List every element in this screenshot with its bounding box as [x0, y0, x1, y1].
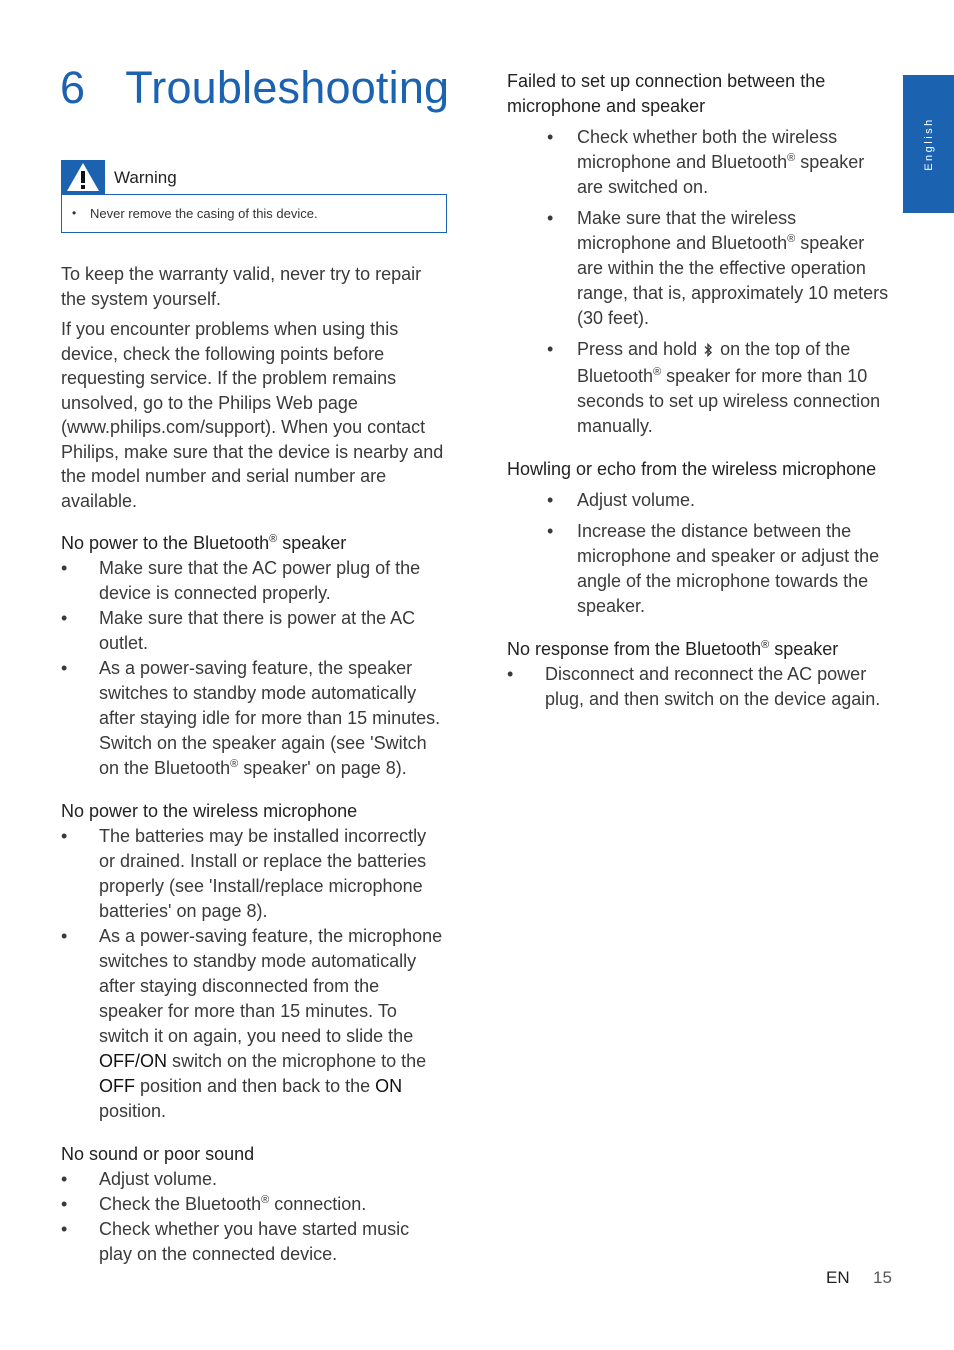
- language-tab-label: English: [922, 117, 935, 171]
- warning-label: Warning: [114, 168, 177, 187]
- section-heading-no-response: No response from the Bluetooth® speaker: [507, 639, 839, 659]
- section-heading-no-sound: No sound or poor sound: [61, 1144, 255, 1164]
- left-column: [61, 262, 447, 1267]
- list-item: • Make sure that there is power at the AC outlet.: [61, 606, 447, 656]
- chapter-number: 6: [60, 62, 86, 113]
- list-item: • Increase the distance between the microphone and speaker or adjust the angle of the microphone towards the speaker.: [507, 519, 892, 619]
- list-item: • Make sure that the wireless microphone and Bluetooth® speaker are within the the effective operation range, that is, approximately 10 meters (30 feet).: [507, 206, 892, 331]
- section-heading-howling: Howling or echo from the wireless microphone: [507, 459, 877, 479]
- no-sound-list: [61, 1167, 447, 1267]
- list-item: • The batteries may be installed incorrectly or drained. Install or replace the batteries properly (see 'Install/replace microphone batteries' on page 8).: [61, 824, 447, 924]
- list-item: • As a power-saving feature, the microphone switches to standby mode automatically after staying disconnected from the speaker for more than 15 minutes. To switch it on again, you need to slide the OFF/ON switch on the microphone to the OFF position and then back to the ON position.: [61, 924, 447, 1124]
- list-item: • Adjust volume.: [507, 488, 892, 513]
- list-item: • As a power-saving feature, the speaker switches to standby mode automatically after staying idle for more than 15 minutes. Switch on the speaker again (see 'Switch on the Bluetooth® speaker' on page 8).: [61, 656, 447, 781]
- list-item: • Disconnect and reconnect the AC power plug, and then switch on the device again.: [507, 662, 892, 712]
- list-item: • Adjust volume.: [61, 1167, 447, 1192]
- chapter-title: Troubleshooting: [125, 62, 450, 113]
- section-heading-failed-setup: Failed to set up connection between the microphone and speaker: [507, 71, 826, 116]
- list-item: • Check the Bluetooth® connection.: [61, 1192, 447, 1217]
- page-number: 15: [873, 1268, 892, 1287]
- list-item: • Make sure that the AC power plug of the device is connected properly.: [61, 556, 447, 606]
- intro-paragraph-2: If you encounter problems when using this device, check the following points before requesting service. If the problem remains unsolved, go to the Philips Web page (www.philips.com/support). When you contact Philips, make sure that the device is nearby and the model number and serial number are available.: [61, 319, 444, 511]
- warning-item: Never remove the casing of this device.: [90, 206, 318, 221]
- list-item: • Check whether both the wireless microphone and Bluetooth® speaker are switched on.: [507, 125, 892, 200]
- section-heading-no-power-mic: No power to the wireless microphone: [61, 801, 358, 821]
- bluetooth-icon: [704, 339, 713, 364]
- no-power-speaker-list: [61, 556, 447, 781]
- failed-setup-list: [507, 125, 892, 439]
- warning-header: [61, 160, 447, 194]
- howling-list: [507, 488, 892, 619]
- page-title: [60, 62, 449, 114]
- right-column: [507, 69, 892, 712]
- warning-icon: [61, 160, 105, 194]
- footer-language: EN: [826, 1268, 850, 1287]
- language-side-tab: [903, 75, 954, 213]
- section-heading-no-power-speaker: No power to the Bluetooth® speaker: [61, 533, 347, 553]
- intro-paragraph-1: To keep the warranty valid, never try to repair the system yourself.: [61, 264, 422, 309]
- list-item: • Press and hold on the top of the Bluetooth® speaker for more than 10 seconds to set up wireless connection manually.: [507, 337, 892, 439]
- warning-box: • Never remove the casing of this device.: [61, 194, 447, 233]
- no-power-mic-list: [61, 824, 447, 1124]
- no-response-list: [507, 662, 892, 712]
- list-item: • Check whether you have started music play on the connected device.: [61, 1217, 447, 1267]
